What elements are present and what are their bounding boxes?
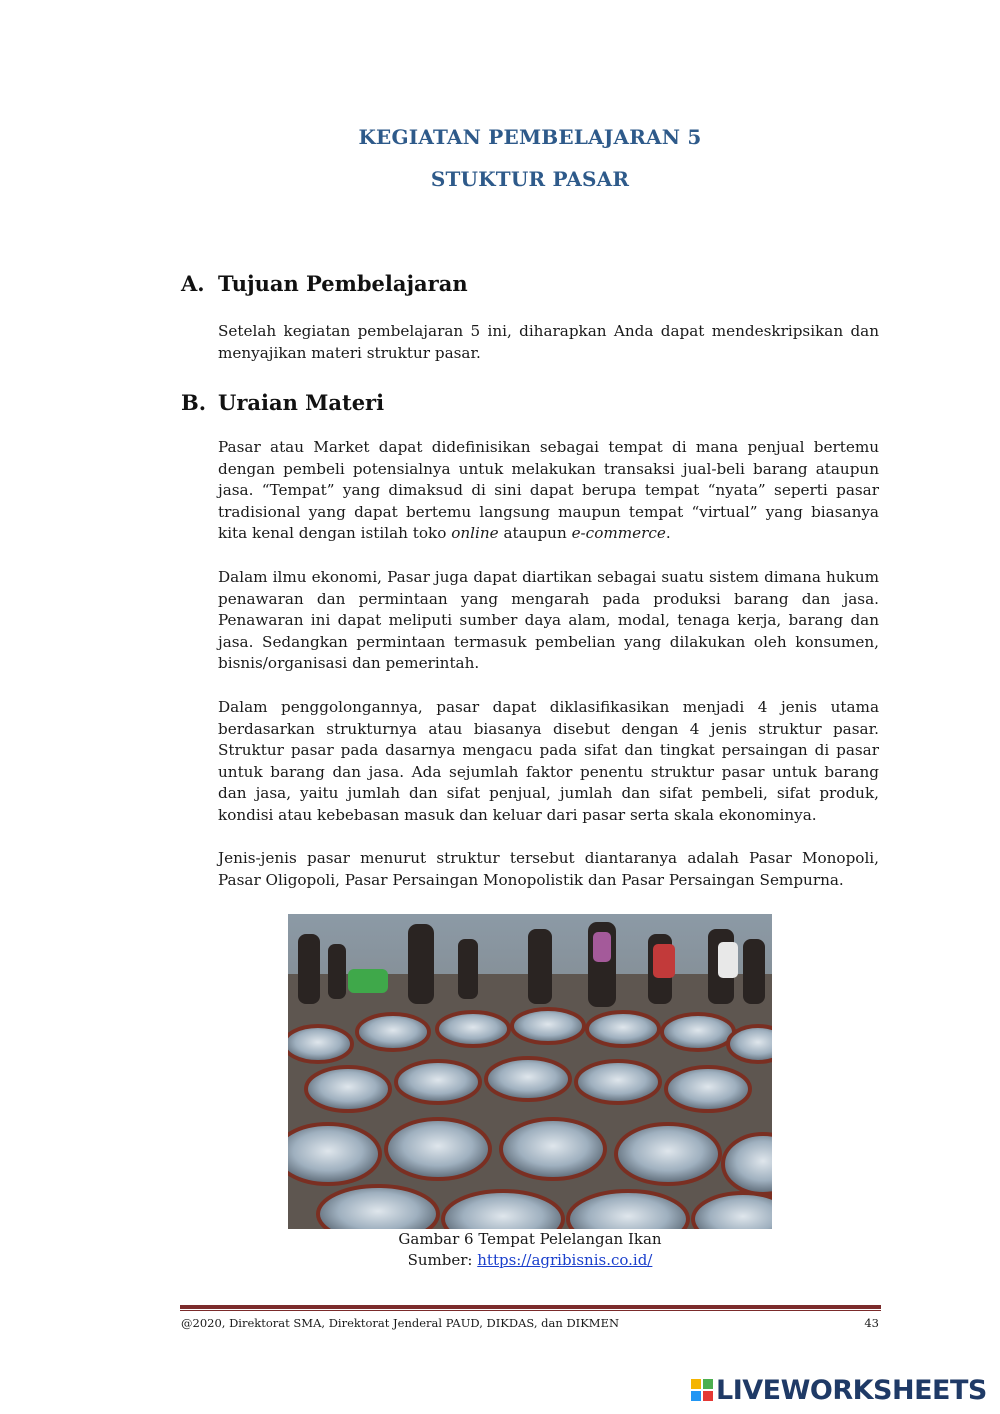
- p1-end: .: [665, 524, 671, 543]
- p1-text: Pasar atau Market dapat didefinisikan sebagai tempat di mana penjual bertemu dengan pembeli potensialnya untuk melakukan transaksi jual-beli barang ataupun jasa. “Tempat” yang dimaksud di sini dapat berupa tempat “nyata” seperti pasar tradisional yang dapat bertemu langsung maupun tempat “virtual” yang biasanya kita kenal dengan istilah toko: [218, 438, 879, 543]
- figure-source-link[interactable]: https://agribisnis.co.id/: [477, 1251, 653, 1269]
- page-number: 43: [864, 1316, 879, 1330]
- figure-source: [0, 1251, 1000, 1269]
- fish-market-photo: [288, 914, 772, 1229]
- paragraph-market-definition: [218, 437, 879, 545]
- section-heading-a: [181, 271, 468, 296]
- footer-rule-thin: [180, 1310, 881, 1311]
- section-title-a: Tujuan Pembelajaran: [218, 271, 468, 296]
- footer-copyright: @2020, Direktorat SMA, Direktorat Jenderal PAUD, DIKDAS, dan DIKMEN: [181, 1316, 620, 1330]
- p1-online: online: [451, 524, 499, 543]
- figure-source-label: Sumber:: [407, 1251, 478, 1269]
- paragraph-economics: Dalam ilmu ekonomi, Pasar juga dapat diartikan sebagai suatu sistem dimana hukum penawaran dan permintaan yang mengarah pada produksi barang dan jasa. Penawaran ini dapat meliputi sumber daya alam, modal, tenaga kerja, barang dan jasa. Sedangkan permintaan termasuk pembelian yang dilakukan oleh konsumen, bisnis/organisasi dan pemerintah.: [218, 568, 879, 673]
- figure-caption: Gambar 6 Tempat Pelelangan Ikan: [398, 1230, 662, 1248]
- section-letter-a: A.: [181, 271, 205, 296]
- paragraph-objective: Setelah kegiatan pembelajaran 5 ini, diharapkan Anda dapat mendeskripsikan dan menyajikan materi struktur pasar.: [218, 322, 879, 362]
- section-heading-b: [181, 390, 384, 415]
- p1-ecommerce: e-commerce: [571, 524, 666, 543]
- paragraph-market-types: Jenis-jenis pasar menurut struktur tersebut diantaranya adalah Pasar Monopoli, Pasar Oligopoli, Pasar Persaingan Monopolistik dan Pasar Persaingan Sempurna.: [218, 849, 879, 889]
- page-title-line2: STUKTUR PASAR: [430, 167, 630, 191]
- p1-mid: ataupun: [498, 524, 572, 543]
- section-title-b: Uraian Materi: [218, 390, 385, 415]
- liveworksheets-brand[interactable]: [690, 1374, 987, 1406]
- paragraph-classification: Dalam penggolongannya, pasar dapat diklasifikasikan menjadi 4 jenis utama berdasarkan strukturnya atau biasanya disebut dengan 4 jenis struktur pasar. Struktur pasar pada dasarnya mengacu pada sifat dan tingkat persaingan di pasar untuk barang dan jasa. Ada sejumlah faktor penentu struktur pasar untuk barang dan jasa, yaitu jumlah dan sifat penjual, jumlah dan sifat pembeli, sifat produk, kondisi atau kebebasan masuk dan keluar dari pasar serta skala ekonominya.: [218, 698, 879, 824]
- liveworksheets-text: LIVEWORKSHEETS: [716, 1374, 987, 1406]
- footer-rule-thick: [180, 1305, 881, 1309]
- liveworksheets-logo-icon: [690, 1378, 714, 1402]
- page-title-line1: KEGIATAN PEMBELAJARAN 5: [358, 125, 702, 149]
- section-letter-b: B.: [181, 390, 207, 415]
